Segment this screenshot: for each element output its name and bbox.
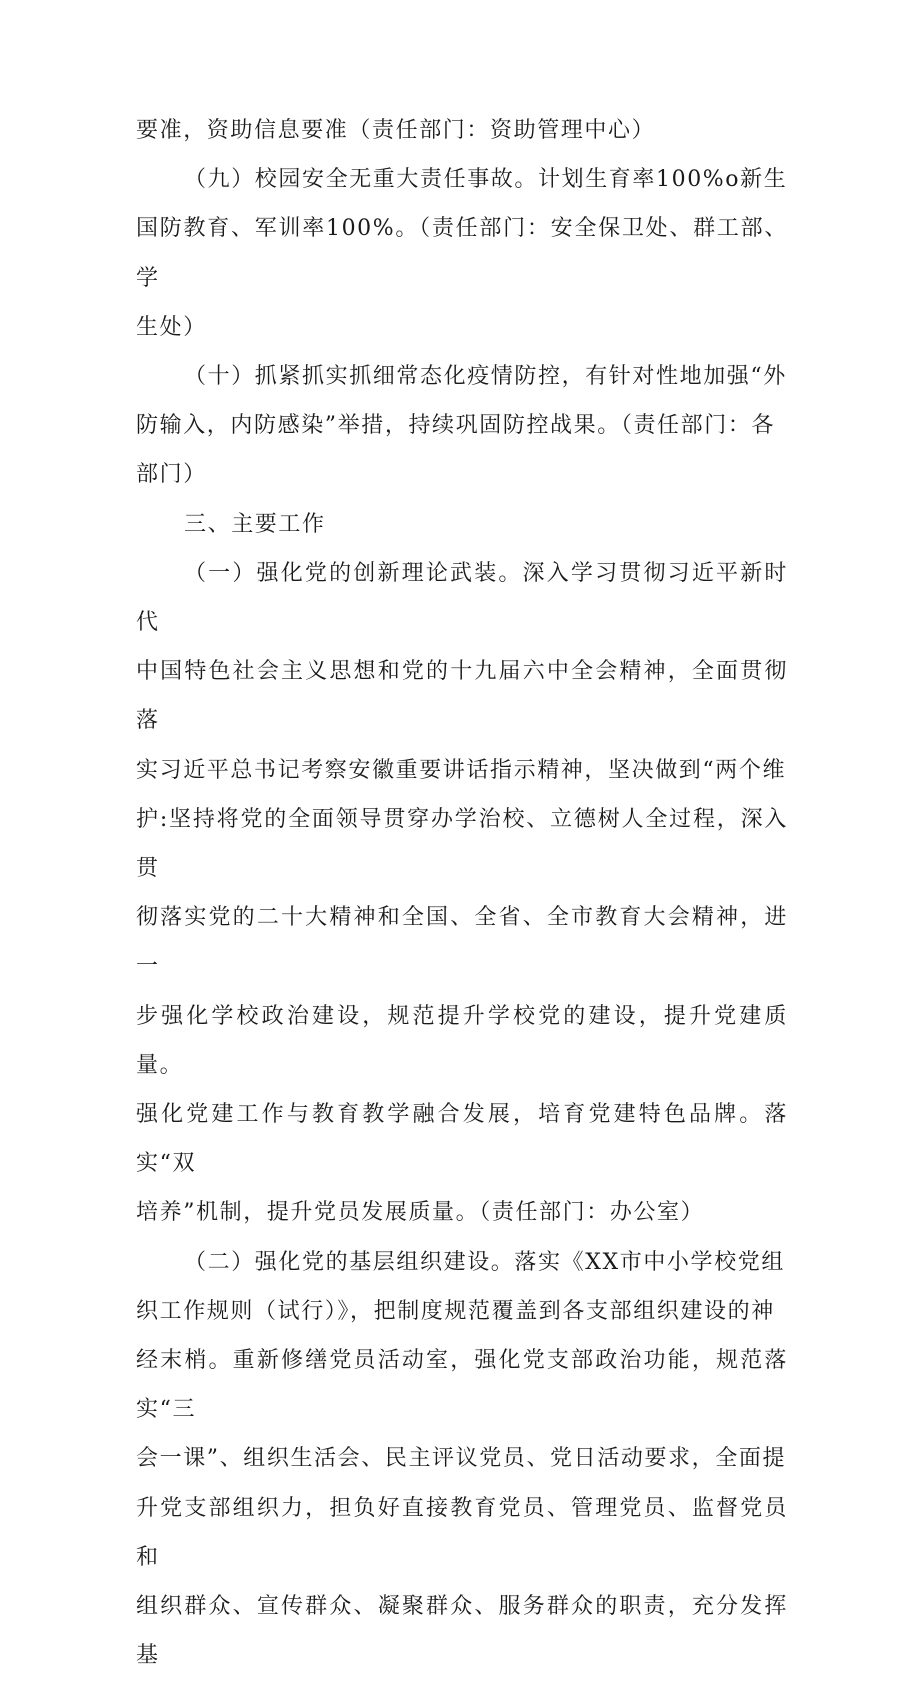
text-line: 三、主要工作 (184, 511, 326, 537)
text-line: 护:坚持将党的全面领导贯穿办学治校、立德树人全过程，深入贯 (136, 806, 788, 882)
text-line: （十）抓紧抓实抓细常态化疫情防控，有针对性地加强“外 (184, 364, 787, 390)
text-line: 要准，资助信息要准（责任部门：资助管理中心） (136, 118, 656, 143)
text-line: （一）强化党的创新理论武装。深入学习贯彻习近平新时代 (136, 560, 788, 636)
body-text (136, 106, 788, 1681)
text-line: 会一课”、组织生活会、民主评议党员、党日活动要求，全面提 (136, 1446, 787, 1472)
text-line: 培养”机制，提升党员发展质量。（责任部门：办公室） (136, 1200, 705, 1226)
text-line: 国防教育、军训率100%。（责任部门：安全保卫处、群工部、学 (136, 216, 788, 291)
text-line: 中国特色社会主义思想和党的十九届六中全会精神，全面贯彻落 (136, 659, 788, 734)
text-line: 防输入，内防感染”举措，持续巩固防控战果。（责任部门：各 (136, 413, 776, 439)
text-line: （九）校园安全无重大责任事故。计划生育率100%o新生 (184, 167, 788, 193)
text-line: 强化党建工作与教育教学融合发展，培育党建特色品牌。落实“双 (136, 1102, 788, 1177)
text-line: 步强化学校政治建设，规范提升学校党的建设，提升党建质量。 (136, 1003, 788, 1078)
text-line: 升党支部组织力，担负好直接教育党员、管理党员、监督党员和 (136, 1495, 788, 1570)
text-line: 彻落实党的二十大精神和全国、全省、全市教育大会精神，进一 (136, 905, 788, 980)
text-line: 经末梢。重新修缮党员活动室，强化党支部政治功能，规范落实“三 (136, 1348, 788, 1423)
text-line: 织工作规则（试行）》，把制度规范覆盖到各支部组织建设的神 (136, 1298, 775, 1324)
text-line: 组织群众、宣传群众、凝聚群众、服务群众的职责，充分发挥基 (136, 1594, 788, 1669)
text-line: 实习近平总书记考察安徽重要讲话指示精神，坚决做到“两个维 (136, 757, 787, 783)
text-line: （二）强化党的基层组织建设。落实《XX市中小学校党组 (184, 1249, 785, 1275)
text-line: 部门） (136, 462, 207, 488)
text-line: 生处） (136, 314, 207, 340)
